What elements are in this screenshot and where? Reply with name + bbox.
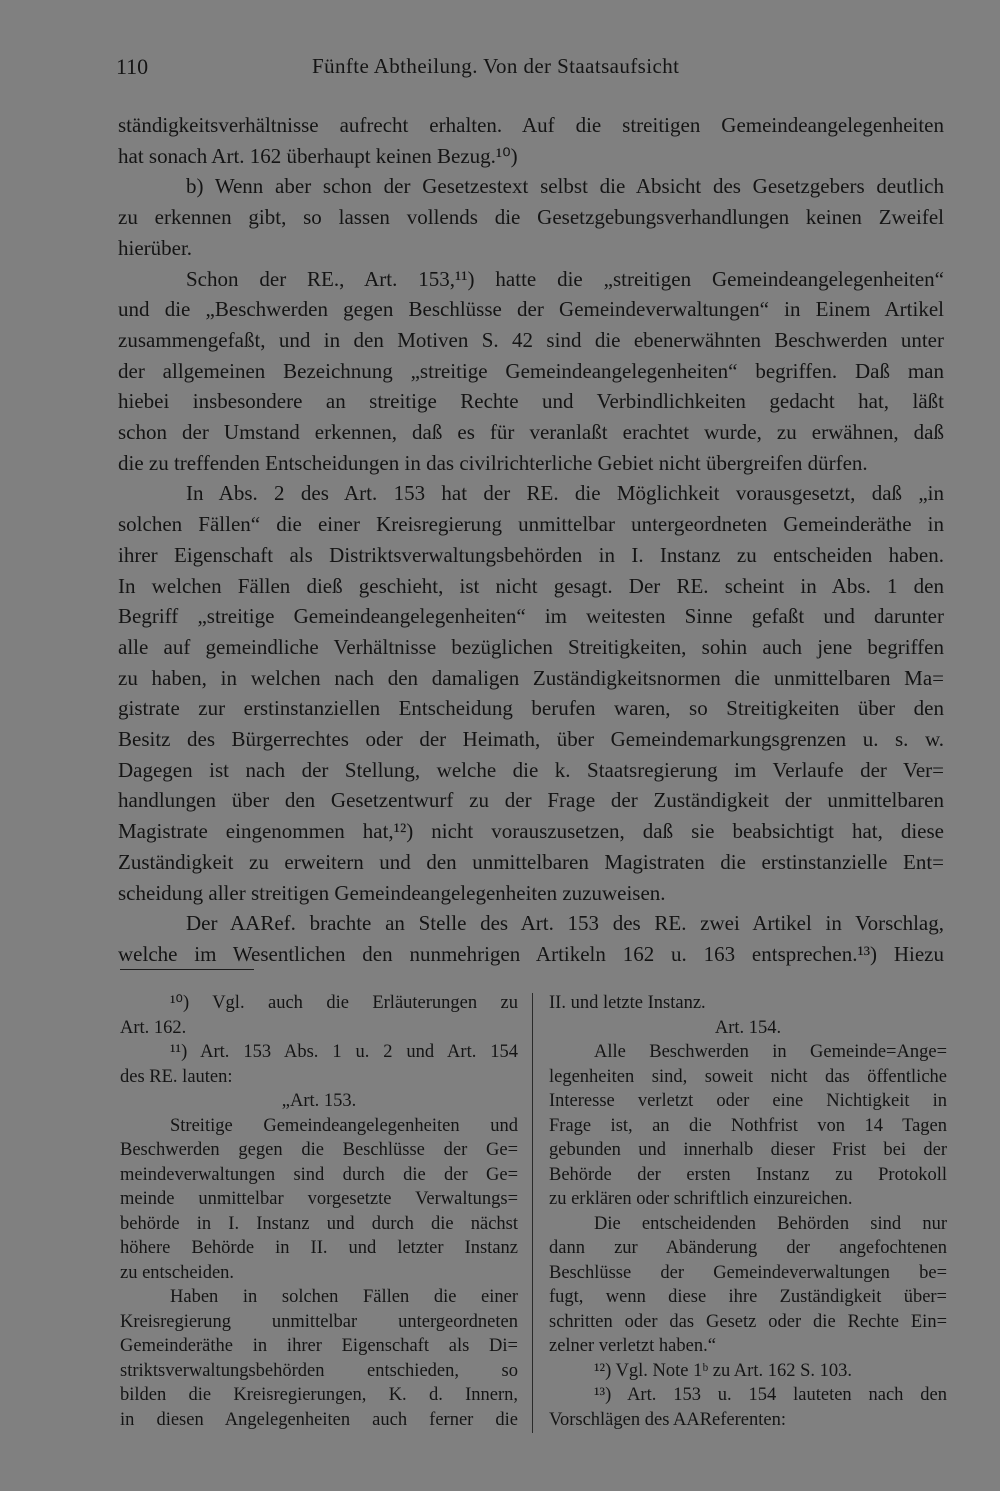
footnote-line: schritten oder das Gesetz oder die Rechte Ein=	[549, 1311, 947, 1332]
footnote-line: Haben in solchen Fällen die einer	[170, 1287, 518, 1307]
footnote-line: ¹³) Art. 153 u. 154 lauteten nach den	[594, 1385, 947, 1405]
body-line: In Abs. 2 des Art. 153 hat der RE. die Möglichkeit vorausgesetzt, daß „in	[186, 481, 944, 506]
footnote-line: zelner verletzt haben.“	[549, 1336, 716, 1356]
body-line: handlungen über den Gesetzentwurf zu der Frage der Zuständigkeit der unmittelbaren	[118, 788, 944, 813]
footnote-line: meindeverwaltungen sind durch die der Ge=	[120, 1164, 518, 1185]
body-line: Dagegen ist nach der Stellung, welche die k. Staatsregierung im Verlaufe der Ver=	[118, 757, 944, 782]
footnote-line: Beschwerden gegen die Beschlüsse der Ge=	[120, 1140, 518, 1160]
body-line: der allgemeinen Bezeichnung „streitige Gemeindeangelegenheiten“ begriffen. Daß man	[118, 358, 944, 383]
footnote-line: gebunden und innerhalb dieser Frist bei der	[549, 1140, 947, 1160]
footnote-line: Alle Beschwerden in Gemeinde=Ange=	[594, 1042, 947, 1062]
footnote-line: Interesse verletzt oder eine Nichtigkeit in	[549, 1091, 947, 1111]
footnote-line: Art. 162.	[120, 1017, 187, 1038]
footnote-line: Vorschlägen des AAReferenten:	[549, 1409, 787, 1430]
body-line: zu haben, in welchen nach den damaligen Zuständigkeitsnormen die unmittelbaren Ma=	[118, 665, 944, 690]
body-line: zu erkennen gibt, so lassen vollends die Gesetzgebungsverhandlungen keinen Zweifel	[118, 205, 944, 230]
footnote-rule	[120, 969, 254, 970]
footnote-line: Gemeinderäthe in ihrer Eigenschaft als Di=	[120, 1336, 518, 1356]
running-title: Fünfte Abtheilung. Von der Staatsaufsicht	[312, 54, 680, 78]
body-line: die zu treffenden Entscheidungen in das civilrichterliche Gebiet nicht übergreifen dürfen.	[118, 450, 868, 475]
footnote-line: dann zur Abänderung der angefochtenen	[549, 1238, 947, 1258]
body-line: schon der Umstand erkennen, daß es für veranlaßt erachtet wurde, zu erwähnen, daß	[118, 420, 944, 444]
body-line: scheidung aller streitigen Gemeindeangelegenheiten zuzuweisen.	[118, 880, 666, 905]
footnote-column-divider	[532, 993, 533, 1433]
footnote-line: behörde in I. Instanz und durch die nächst	[120, 1213, 518, 1234]
footnote-line: in diesen Angelegenheiten auch ferner die	[120, 1409, 518, 1430]
body-line: In welchen Fällen dieß geschieht, ist nicht gesagt. Der RE. scheint in Abs. 1 den	[118, 573, 944, 598]
footnote-line: ¹⁰) Vgl. auch die Erläuterungen zu	[170, 993, 518, 1013]
footnote-line: Kreisregierung unmittelbar untergeordneten	[120, 1311, 518, 1332]
body-line: Besitz des Bürgerrechtes oder der Heimath, über Gemeindemarkungsgrenzen u. s. w.	[118, 727, 944, 751]
body-line: welche im Wesentlichen den nunmehrigen Artikeln 162 u. 163 entsprechen.¹³) Hiezu	[118, 941, 944, 966]
body-line: Schon der RE., Art. 153,¹¹) hatte die „streitigen Gemeindeangelegenheiten“	[186, 266, 944, 291]
body-line: ständigkeitsverhältnisse aufrecht erhalten. Auf die streitigen Gemeindeangelegenheiten	[118, 113, 944, 137]
footnote-line: ¹²) Vgl. Note 1ᵇ zu Art. 162 S. 103.	[594, 1360, 852, 1381]
body-line: Zuständigkeit zu erweitern und den unmittelbaren Magistraten die erstinstanzielle Ent=	[118, 849, 944, 874]
footnote-line: Behörde der ersten Instanz zu Protokoll	[549, 1164, 947, 1185]
footnote-line: Frage ist, an die Nothfrist von 14 Tagen	[549, 1115, 947, 1136]
footnote-line: zu entscheiden.	[120, 1262, 235, 1283]
footnote-line: II. und letzte Instanz.	[549, 993, 706, 1013]
footnote-line: fugt, wenn diese ihre Zuständigkeit über=	[549, 1287, 947, 1307]
footnote-line: des RE. lauten:	[120, 1066, 233, 1087]
body-line: zusammengefaßt, und in den Motiven S. 42 sind die ebenerwähnten Beschwerden unter	[118, 327, 944, 352]
body-line: Magistrate eingenommen hat,¹²) nicht vorauszusetzen, daß sie beabsichtigt hat, diese	[118, 819, 944, 844]
page-number: 110	[116, 54, 149, 79]
body-line: solchen Fällen“ die einer Kreisregierung unmittelbar untergeordneten Gemeinderäthe in	[118, 512, 944, 537]
body-line: und die „Beschwerden gegen Beschlüsse der Gemeindeverwaltungen“ in Einem Artikel	[118, 297, 944, 322]
footnote-line: höhere Behörde in II. und letzter Instanz	[120, 1238, 518, 1258]
body-line: Der AARef. brachte an Stelle des Art. 153 des RE. zwei Artikel in Vorschlag,	[186, 911, 944, 936]
body-line: Begriff „streitige Gemeindeangelegenheiten“ im weitesten Sinne gefaßt und darunter	[118, 604, 944, 629]
footnote-line: Die entscheidenden Behörden sind nur	[594, 1213, 947, 1234]
body-line: b) Wenn aber schon der Gesetzestext selbst die Absicht des Gesetzgebers deutlich	[186, 174, 944, 199]
footnote-line: striktsverwaltungsbehörden entschieden, so	[120, 1360, 518, 1381]
body-line: hiebei insbesondere an streitige Rechte und Verbindlichkeiten gedacht hat, läßt	[118, 389, 944, 414]
body-line: hat sonach Art. 162 überhaupt keinen Bezug.¹⁰)	[118, 143, 518, 168]
footnote-line: bilden die Kreisregierungen, K. d. Innern,	[120, 1385, 518, 1405]
footnote-line: legenheiten sind, soweit nicht das öffentliche	[549, 1066, 947, 1087]
footnote-line: „Art. 153.	[281, 1091, 357, 1111]
body-line: hierüber.	[118, 235, 193, 260]
body-line: ihrer Eigenschaft als Distriktsverwaltungsbehörden in I. Instanz zu entscheiden haben.	[118, 542, 944, 567]
footnote-line: zu erklären oder schriftlich einzureichen.	[549, 1189, 853, 1209]
body-line: alle auf gemeindliche Verhältnisse bezüglichen Streitigkeiten, sohin auch jene begriffen	[118, 634, 944, 659]
footnote-line: ¹¹) Art. 153 Abs. 1 u. 2 und Art. 154	[170, 1042, 518, 1062]
footnote-line: Art. 154.	[714, 1017, 782, 1038]
footnote-line: Beschlüsse der Gemeindeverwaltungen be=	[549, 1262, 947, 1283]
footnote-line: Streitige Gemeindeangelegenheiten und	[170, 1115, 518, 1136]
body-line: gistrate zur erstinstanziellen Entscheidung berufen waren, so Streitigkeiten über den	[118, 696, 944, 721]
footnote-line: meinde unmittelbar vorgesetzte Verwaltungs=	[120, 1189, 518, 1209]
